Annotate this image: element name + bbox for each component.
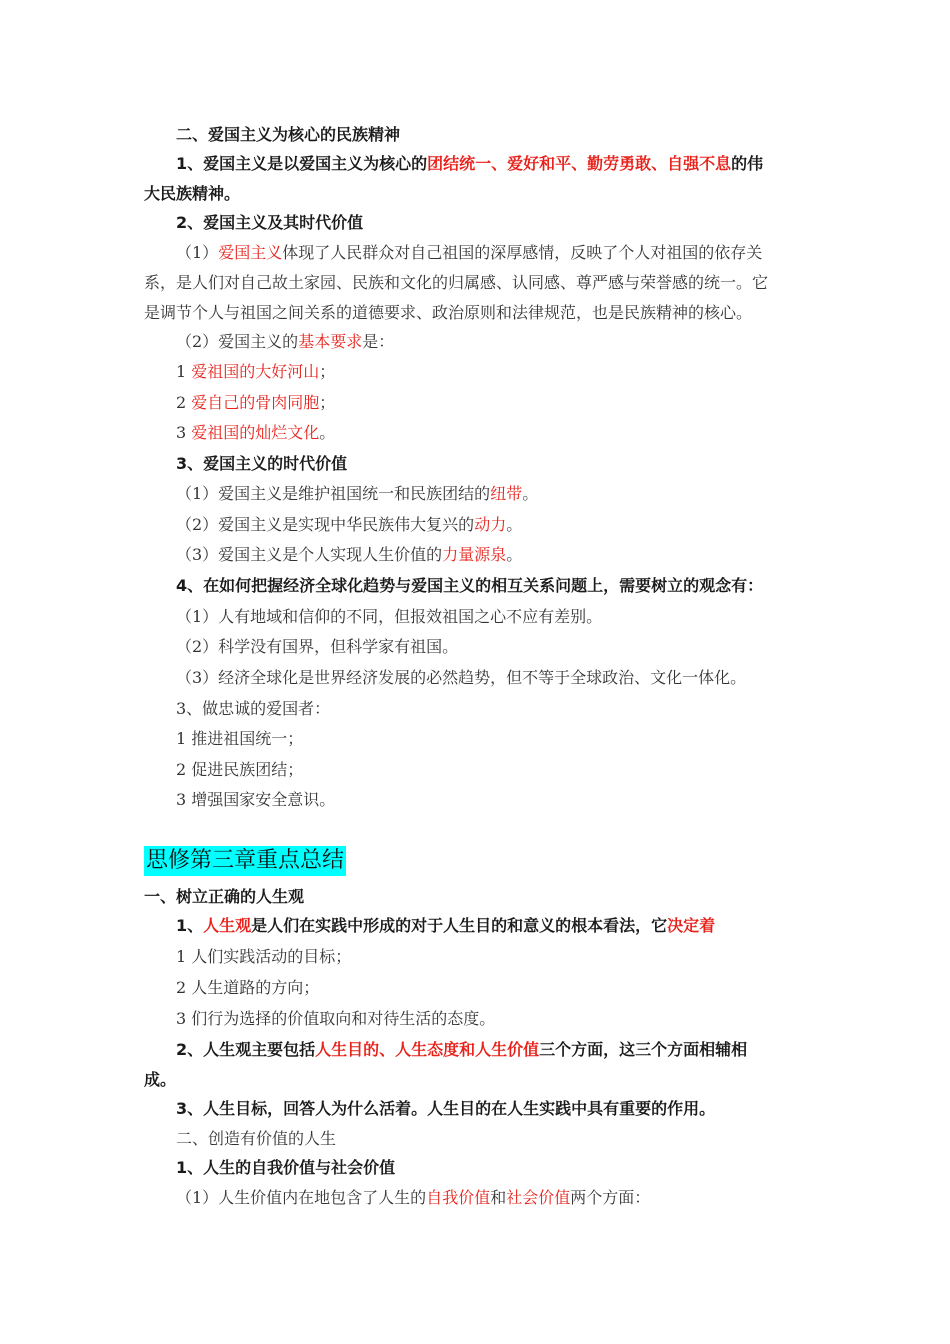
text-span: 是： [362,332,395,351]
text-span: 。 [506,545,523,564]
highlight-text: 人生目的、人生态度和人生价值 [315,1040,540,1059]
text-span: （3）爱国主义是个人实现人生价值的 [176,545,443,564]
paragraph-line [176,331,394,353]
list-item [176,392,335,414]
paragraph-line [176,915,715,937]
list-item: 3 增强国家安全意识。 [176,790,336,809]
text-span: 三个方面，这三个方面相辅相 [539,1040,748,1059]
text-span: （2）爱国主义的 [176,332,299,351]
paragraph-line [176,1187,650,1209]
text-span: 1、爱国主义是以爱国主义为核心的 [176,154,428,173]
list-item: 3 们行为选择的价值取向和对待生活的态度。 [176,1009,496,1028]
paragraph-line: 3、人生目标，回答人为什么活着。人生目的在人生实践中具有重要的作用。 [176,1099,716,1118]
highlight-text: 团结统一、爱好和平、勤劳勇敢、自强不息 [427,154,732,173]
list-number: 1 [176,362,192,381]
highlight-text: 爱自己的骨肉同胞 [191,393,320,412]
subsection-title: 4、在如何把握经济全球化趋势与爱国主义的相互关系问题上，需要树立的观念有： [176,576,764,595]
highlight-text: 社会价值 [506,1188,571,1207]
list-item: 2 促进民族团结； [176,760,304,779]
text-span: （1） [176,243,219,262]
paragraph-line: （3）经济全球化是世界经济发展的必然趋势，但不等于全球政治、文化一体化。 [176,668,747,687]
text-span: 体现了人民群众对自己祖国的深厚感情，反映了个人对祖国的依存关 [282,243,763,262]
list-number: 2 [176,393,192,412]
highlight-text: 人生观 [203,916,252,935]
text-span: 。 [506,515,523,534]
highlight-text: 爱祖国的灿烂文化 [191,423,320,442]
paragraph-line [176,1039,747,1061]
highlight-text: 决定着 [667,916,716,935]
section-title: 二、创造有价值的人生 [176,1129,337,1148]
highlight-text: 力量源泉 [442,545,507,564]
paragraph-line: 大民族精神。 [144,184,241,203]
subsection-title: 3、做忠诚的爱国者： [176,699,331,718]
paragraph-line [176,544,522,566]
subsection-title: 3、爱国主义的时代价值 [176,454,348,473]
list-item [176,422,335,444]
subsection-title: 2、爱国主义及其时代价值 [176,213,364,232]
paragraph-line: （1）人有地域和信仰的不同，但报效祖国之心不应有差别。 [176,607,603,626]
paragraph-line: （2）科学没有国界，但科学家有祖国。 [176,637,459,656]
section-title: 二、爱国主义为核心的民族精神 [176,125,401,144]
paragraph-line [176,242,762,264]
list-item: 1 推进祖国统一； [176,729,304,748]
text-span: （1）人生价值内在地包含了人生的 [176,1188,427,1207]
list-item [176,361,335,383]
text-span: （1）爱国主义是维护祖国统一和民族团结的 [176,484,491,503]
highlight-text: 纽带 [490,484,523,503]
paragraph-line: 成。 [144,1070,177,1089]
list-item: 1 人们实践活动的目标； [176,947,352,966]
chapter-heading: 思修第三章重点总结 [144,846,346,876]
list-item: 2 人生道路的方向； [176,978,320,997]
text-span: 。 [522,484,539,503]
text-span: ； [319,362,336,381]
text-span: 2、人生观主要包括 [176,1040,316,1059]
paragraph-line [176,483,538,505]
paragraph-line [176,153,763,175]
highlight-text: 爱祖国的大好河山 [191,362,320,381]
text-span: 是人们在实践中形成的对于人生目的和意义的根本看法，它 [251,916,668,935]
text-span: 。 [319,423,336,442]
text-span: ； [319,393,336,412]
highlight-text: 爱国主义 [218,243,283,262]
subsection-title: 1、人生的自我价值与社会价值 [176,1158,396,1177]
paragraph-line: 是调节个人与祖国之间关系的道德要求、政治原则和法律规范，也是民族精神的核心。 [144,303,753,322]
highlight-text: 动力 [474,515,507,534]
text-span: （2）爱国主义是实现中华民族伟大复兴的 [176,515,475,534]
list-number: 3 [176,423,192,442]
paragraph-line: 系，是人们对自己故土家园、民族和文化的归属感、认同感、尊严感与荣誉感的统一。它 [144,273,769,292]
text-span: 和 [490,1188,507,1207]
section-title: 一、树立正确的人生观 [144,887,305,906]
text-span: 1、 [176,916,204,935]
text-span: 的伟 [731,154,764,173]
text-span: 两个方面： [570,1188,651,1207]
highlight-text: 基本要求 [298,332,363,351]
highlight-text: 自我价值 [426,1188,491,1207]
paragraph-line [176,514,522,536]
